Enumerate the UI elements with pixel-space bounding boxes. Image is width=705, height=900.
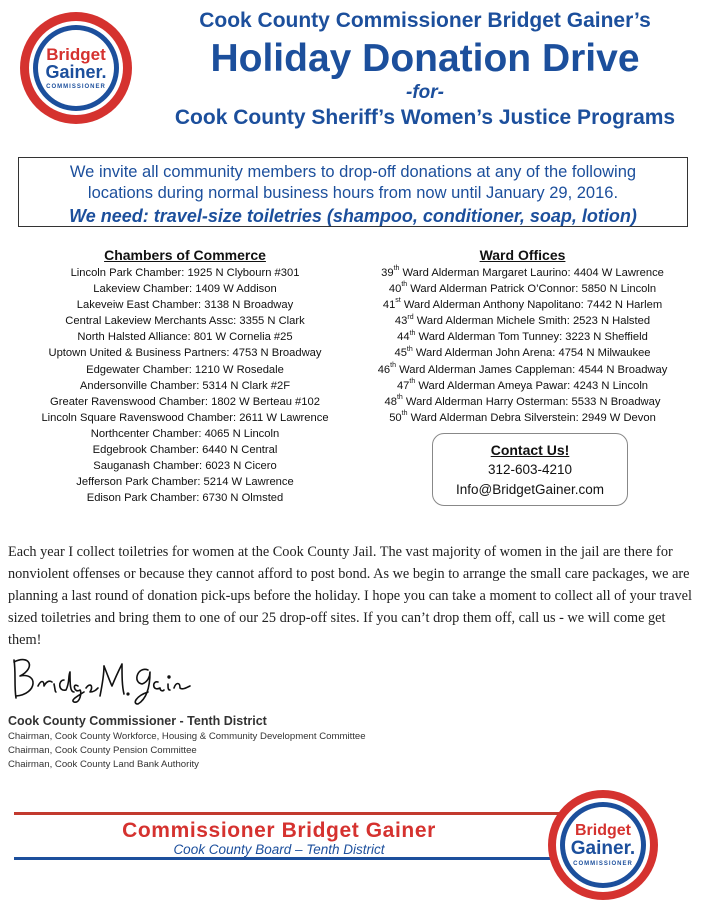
ward-ordinal: th	[401, 410, 408, 418]
ward-ordinal: th	[409, 329, 416, 337]
ward-ordinal: th	[406, 345, 413, 353]
ward-item	[355, 281, 690, 297]
ward-number: 40	[388, 283, 402, 296]
signature-role: Chairman, Cook County Pension Committee	[8, 745, 197, 756]
chamber-item: Jefferson Park Chamber: 5214 W Lawrence	[76, 476, 294, 489]
ward-number: 46	[377, 363, 391, 376]
chamber-item: Edgebrook Chamber: 6440 N Central	[92, 444, 278, 457]
chamber-item: Lakeview Chamber: 1409 W Addison	[93, 283, 277, 296]
ward-number: 44	[397, 331, 410, 344]
chamber-item: Edison Park Chamber: 6730 N Olmsted	[86, 492, 284, 505]
ward-item	[355, 362, 690, 378]
ward-ordinal: th	[390, 361, 396, 369]
chamber-item: Lincoln Square Ravenswood Chamber: 2611 W Lawrence	[41, 411, 329, 424]
ward-number: 47	[396, 379, 410, 392]
signature-role: Chairman, Cook County Land Bank Authority	[8, 759, 199, 770]
chambers-column	[20, 245, 350, 506]
ward-item	[355, 313, 690, 329]
contact-phone: 312-603-4210	[487, 462, 573, 477]
ward-item	[355, 265, 690, 281]
ward-item	[355, 394, 690, 410]
invite-line-1: We invite all community members to drop-off donations at any of the following	[69, 163, 637, 181]
signature-block	[8, 712, 366, 772]
ward-ordinal: st	[395, 297, 401, 305]
logo-line-1: Bridget	[46, 45, 106, 64]
chamber-item: Greater Ravenswood Chamber: 1802 W Berteau #102	[50, 395, 320, 408]
ward-ordinal: th	[393, 265, 400, 273]
header	[150, 6, 700, 132]
ward-item	[355, 345, 690, 361]
chamber-item: North Halsted Alliance: 801 W Cornelia #25	[77, 331, 293, 344]
chamber-item: Lakeveiw East Chamber: 3138 N Broadway	[76, 299, 294, 312]
ward-number: 50	[389, 411, 402, 424]
ward-text: Ward Alderman Patrick O’Connor: 5850 N Lincoln	[407, 283, 657, 296]
logo-line-3: COMMISSIONER	[46, 84, 106, 90]
header-subtitle: Cook County Sheriff’s Women’s Justice Programs	[174, 106, 676, 129]
chamber-item: Uptown United & Business Partners: 4753 N Broadway	[48, 347, 322, 360]
ward-item	[355, 297, 690, 313]
header-for: -for-	[406, 82, 444, 103]
ward-number: 45	[394, 347, 407, 360]
footer-rule-top	[14, 812, 626, 815]
logo-top	[20, 12, 132, 124]
ward-text: Ward Alderman Debra Silverstein: 2949 W Devon	[407, 411, 656, 424]
footer-title: Commissioner Bridget Gainer	[122, 819, 436, 842]
chamber-item: Central Lakeview Merchants Assc: 3355 N Clark	[65, 315, 305, 328]
footer-rule-bottom	[14, 857, 626, 860]
footer-banner	[14, 812, 626, 860]
chamber-item: Edgewater Chamber: 1210 W Rosedale	[86, 363, 284, 376]
ward-ordinal: th	[409, 377, 416, 385]
ward-text: Ward Alderman Ameya Pawar: 4243 N Lincoln	[415, 379, 649, 392]
logo-line-3: COMMISSIONER	[573, 861, 633, 867]
ward-number: 48	[384, 395, 397, 408]
header-line-1: Cook County Commissioner Bridget Gainer’s	[199, 9, 651, 32]
ward-ordinal: th	[396, 394, 403, 402]
ward-text: Ward Alderman Harry Osterman: 5533 N Broadway	[402, 395, 661, 408]
ward-text: Ward Alderman Anthony Napolitano: 7442 N Harlem	[400, 299, 663, 312]
ward-text: Ward Alderman Margaret Laurino: 4404 W Lawrence	[399, 267, 664, 279]
logo-line-2: Gainer.	[570, 838, 636, 859]
logo-line-2: Gainer.	[45, 62, 107, 82]
ward-number: 39	[381, 267, 394, 279]
signature-role: Chairman, Cook County Workforce, Housing & Community Development Committee	[8, 731, 366, 742]
chamber-item: Northcenter Chamber: 4065 N Lincoln	[90, 427, 280, 440]
chamber-item: Sauganash Chamber: 6023 N Cicero	[93, 460, 277, 473]
ward-item	[355, 329, 690, 345]
letter-text: Each year I collect toiletries for women at the Cook County Jail. The vast majority of women in the jail are there for nonviolent offenses or because they cannot afford to post bond. As we begin to arrange the small care packages, we are planning a last round of donation pick-ups before the holiday. I hope you can take a moment to collect all of your travel sized toiletries and bring them to one of our 25 drop-off sites. If you can’t drop them off, call us - we will come get them!	[8, 544, 692, 648]
logo-bottom	[548, 790, 658, 900]
contact-box	[432, 433, 628, 506]
ward-ordinal: th	[401, 281, 408, 289]
ward-text: Ward Alderman Michele Smith: 2523 N Halsted	[413, 315, 651, 328]
contact-title: Contact Us!	[490, 442, 570, 458]
wards-title: Ward Offices	[479, 247, 566, 263]
ward-text: Ward Alderman James Cappleman: 4544 N Broadway	[395, 363, 668, 376]
ward-ordinal: rd	[407, 313, 414, 321]
ward-number: 43	[394, 315, 408, 328]
ward-text: Ward Alderman Tom Tunney: 3223 N Sheffield	[415, 331, 648, 344]
chamber-item: Lincoln Park Chamber: 1925 N Clybourn #301	[70, 267, 300, 279]
chamber-item: Andersonville Chamber: 5314 N Clark #2F	[79, 379, 291, 392]
invite-box	[18, 157, 688, 227]
handwritten-signature	[8, 652, 193, 708]
wards-list	[355, 265, 690, 426]
contact-email: Info@BridgetGainer.com	[455, 482, 605, 497]
chambers-title: Chambers of Commerce	[104, 247, 266, 263]
page-title: Holiday Donation Drive	[210, 37, 640, 80]
signature-title: Cook County Commissioner - Tenth District	[8, 714, 267, 728]
wards-column	[355, 245, 690, 426]
logo-line-1: Bridget	[575, 822, 631, 839]
ward-text: Ward Alderman John Arena: 4754 N Milwaukee	[412, 347, 651, 360]
chambers-list	[20, 265, 350, 506]
ward-item	[355, 410, 690, 426]
footer-subtitle: Cook County Board – Tenth District	[173, 842, 385, 857]
needed-items: We need: travel-size toiletries (shampoo, conditioner, soap, lotion)	[69, 206, 637, 226]
ward-item	[355, 378, 690, 394]
ward-number: 41	[382, 299, 396, 312]
invite-line-2: locations during normal business hours from now until January 29, 2016.	[87, 184, 619, 202]
